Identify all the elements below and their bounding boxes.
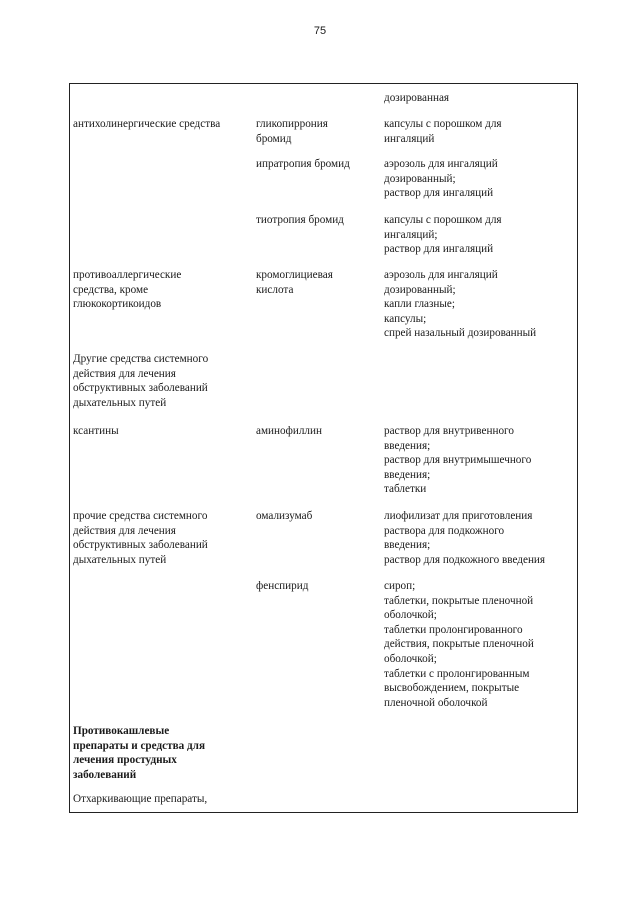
- group-cell: противоаллергические средства, кроме глюкокортикоидов: [73, 269, 182, 311]
- substance-cell: кромоглициевая кислота: [256, 269, 333, 296]
- forms-cell: раствор для внутривенного введения; раствор для внутримышечного введения; таблетки: [384, 425, 532, 496]
- section-heading-bold: Противокашлевые препараты и средства для лечения простудных заболеваний: [73, 725, 206, 781]
- section-heading: Другие средства системного действия для лечения обструктивных заболеваний дыхательных путей: [73, 353, 209, 409]
- substance-cell: ипратропия бромид: [256, 158, 350, 170]
- group-cell: Отхаркивающие препараты,: [73, 793, 208, 805]
- forms-cell: аэрозоль для ингаляций дозированный; капли глазные; капсулы; спрей назальный дозированный: [384, 269, 537, 340]
- group-cell: прочие средства системного действия для лечения обструктивных заболеваний дыхательных путей: [73, 510, 208, 566]
- drug-table: [69, 83, 578, 813]
- group-cell: ксантины: [73, 425, 119, 437]
- substance-cell: фенспирид: [256, 580, 309, 592]
- forms-cell: капсулы с порошком для ингаляций; раствор для ингаляций: [384, 214, 502, 256]
- group-cell: антихолинергические средства: [73, 118, 221, 130]
- forms-cell: лиофилизат для приготовления раствора для подкожного введения; раствор для подкожного введения: [384, 510, 546, 566]
- substance-cell: омализумаб: [256, 510, 313, 522]
- page-number: 75: [313, 25, 327, 37]
- forms-cell: сироп; таблетки, покрытые пленочной оболочкой; таблетки пролонгированного действия, покрытые пленочной оболочкой; таблетки с пролонгированным высвобождением, покрытые пленочной оболочкой: [384, 580, 534, 709]
- substance-cell: тиотропия бромид: [256, 214, 344, 226]
- substance-cell: гликопиррония бромид: [256, 118, 328, 145]
- forms-cell: капсулы с порошком для ингаляций: [384, 118, 502, 145]
- forms-cell: дозированная: [384, 92, 450, 104]
- substance-cell: аминофиллин: [256, 425, 322, 437]
- forms-cell: аэрозоль для ингаляций дозированный; раствор для ингаляций: [384, 158, 498, 200]
